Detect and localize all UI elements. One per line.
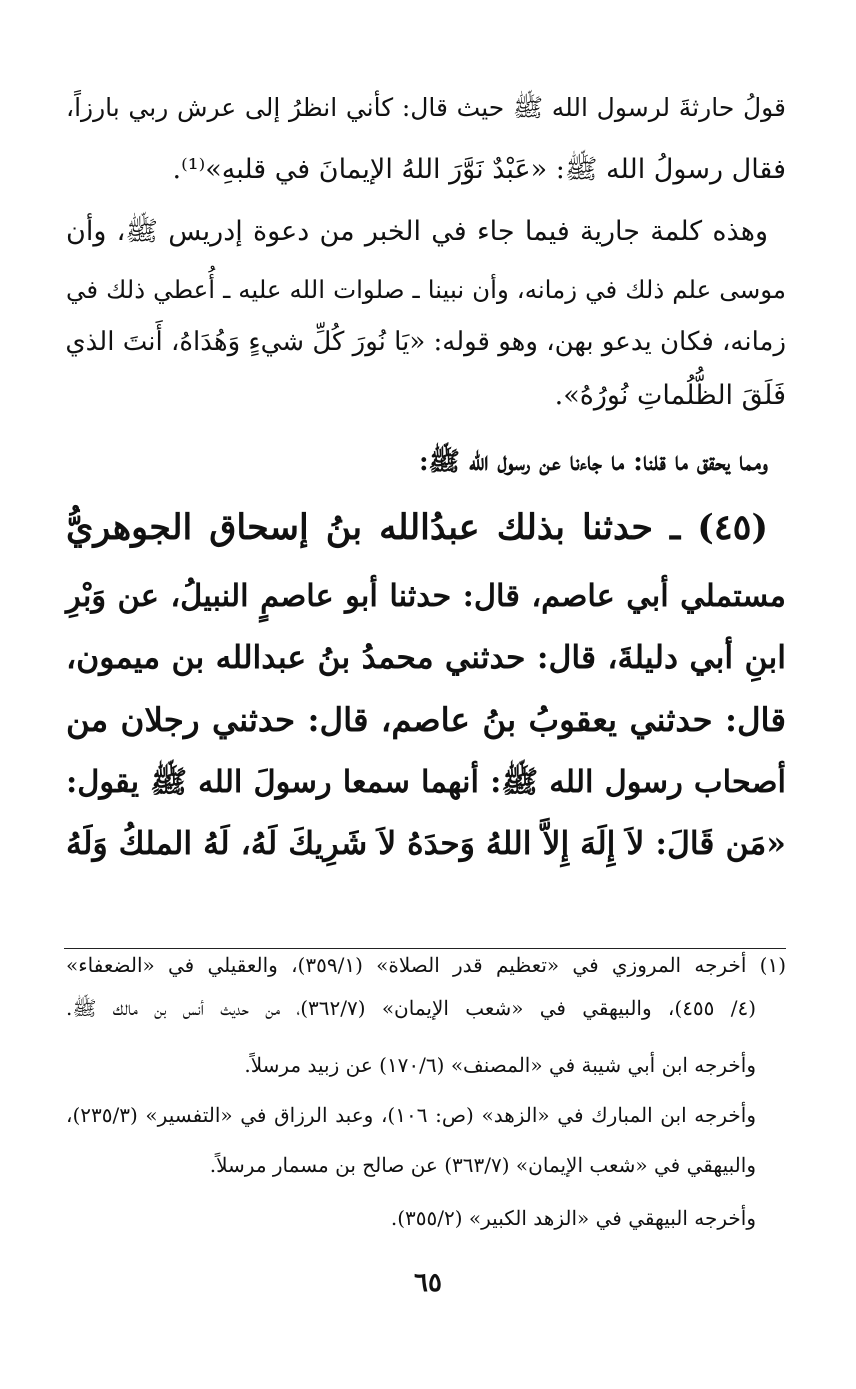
hadith-line-3: ابنِ أبي دليلةَ، قال: حدثني محمدُ بنُ عبدالله بن ميمون، <box>66 639 786 676</box>
footnote-line-4: وأخرجه ابن المبارك في «الزهد» (ص: ١٠٦)، وعبد الرزاق في «التفسير» (٢٣٥/٣)، <box>66 1103 756 1127</box>
hadith-line-1: (٤٥) ـ حدثنا بذلك عبدُالله بنُ إسحاق الجوهريُّ <box>66 507 768 548</box>
para1-line-2: فقال رسولُ الله ﷺ: «عَبْدٌ نَوَّرَ اللهُ الإيمانَ في قلبهِ»⁽¹⁾. <box>172 154 786 185</box>
hadith-line-5: أصحاب رسول الله ﷺ: أنهما سمعا رسولَ الله ﷺ يقول: <box>66 764 786 800</box>
footnote-line-5: والبيهقي في «شعب الإيمان» (٣٦٣/٧) عن صالح بن مسمار مرسلاً. <box>209 1153 756 1177</box>
para2-line-3: زمانه، فكان يدعو بهن، وهو قوله: «يَا نُورَ كُلِّ شيءٍ وَهُدَاهُ، أَنتَ الذي <box>65 327 786 357</box>
footnote-line-6: وأخرجه البيهقي في «الزهد الكبير» (٣٥٥/٢). <box>390 1206 756 1230</box>
footnote-separator <box>64 948 786 949</box>
para1-line-1: قولُ حارثةَ لرسول الله ﷺ حيث قال: كأني انظرُ إلى عرش ربي بارزاً، <box>66 93 786 122</box>
footnote-line-1: (١) أخرجه المروزي في «تعظيم قدر الصلاة» (٣٥٩/١)، والعقيلي في «الضعفاء» <box>66 953 786 977</box>
section-heading: ومما يحقق ما قلنا: ما جاءنا عن رسول الله ﷺ: <box>418 447 768 477</box>
hadith-line-4: قال: حدثني يعقوبُ بنُ عاصم، قال: حدثني رجلان من <box>66 700 786 739</box>
footnote-line-2: (٤/ ٤٥٥)، والبيهقي في «شعب الإيمان» (٣٦٢/٧)، من حديث أنس بن مالك ﷺ. <box>66 996 756 1020</box>
hadith-line-6: «مَن قَالَ: لاَ إِلَهَ إِلاَّ اللهُ وَحدَهُ لاَ شَرِيكَ لَهُ، لَهُ الملكُ وَلَهُ <box>65 825 786 862</box>
para2-line-4: فَلَقَ الظُّلُماتِ نُورُهُ». <box>554 380 786 411</box>
hadith-line-2: مستملي أبي عاصم، قال: حدثنا أبو عاصمٍ النبيلُ، عن وَبْرِ <box>66 578 786 614</box>
para2-line-1: وهذه كلمة جارية فيما جاء في الخبر من دعوة إدريس ﷺ، وأن <box>66 216 768 247</box>
footnote-line-3: وأخرجه ابن أبي شيبة في «المصنف» (١٧٠/٦) عن زبيد مرسلاً. <box>244 1053 756 1077</box>
para2-line-2: موسى علم ذلك في زمانه، وأن نبينا ـ صلوات الله عليه ـ أُعطي ذلك في <box>66 275 786 304</box>
page-number: ٦٥ <box>414 1268 442 1298</box>
